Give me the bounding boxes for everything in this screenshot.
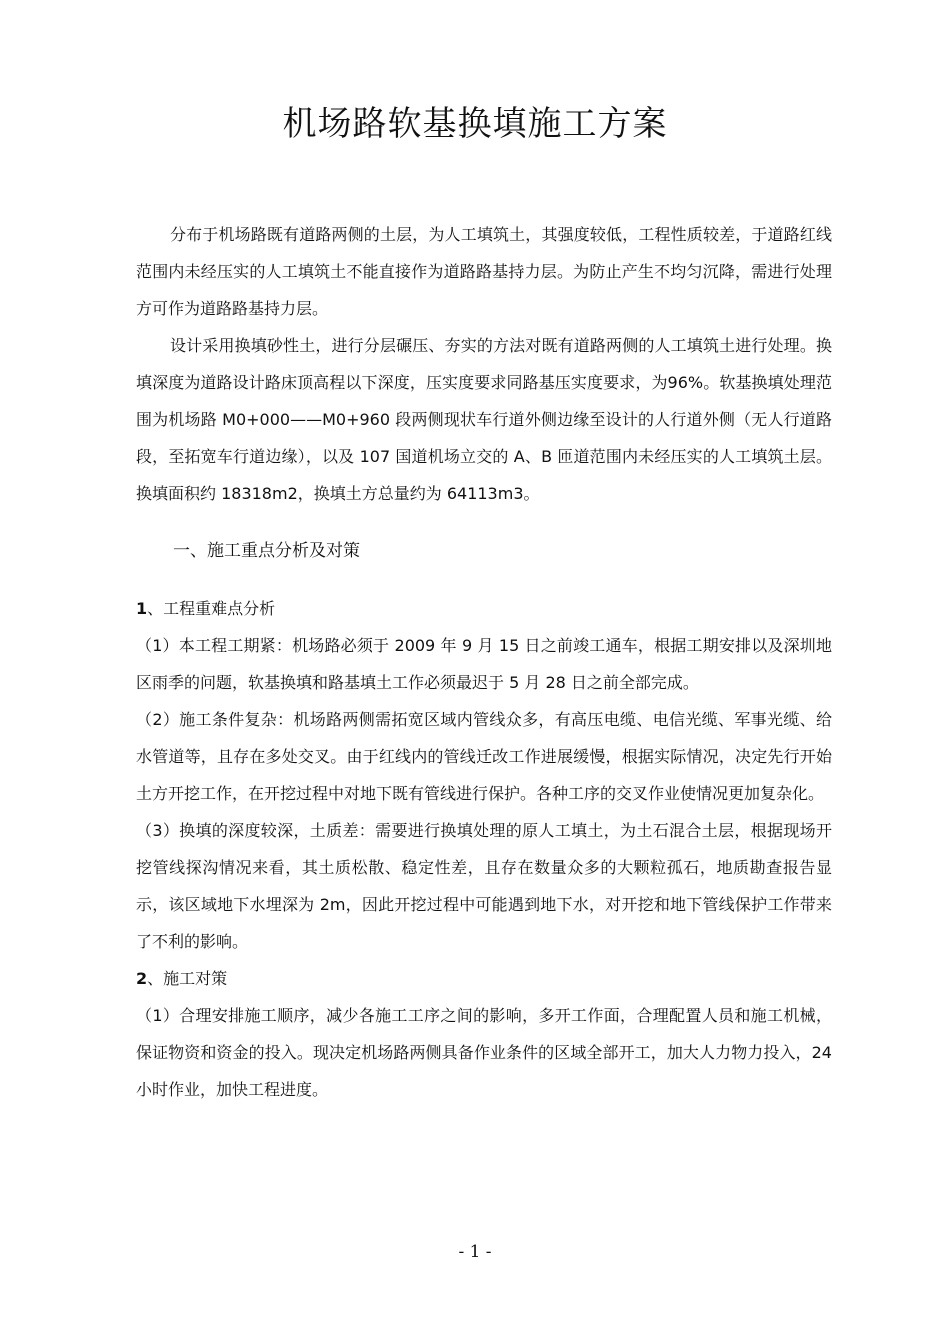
subsection-heading-2 xyxy=(136,960,832,997)
analysis-item-1: （1）本工程工期紧：机场路必须于 2009 年 9 月 15 日之前竣工通车，根据工期安排以及深圳地区雨季的问题，软基换填和路基填土工作必须最迟于 5 月 28 日之前全部完成。 xyxy=(136,636,832,692)
spacer xyxy=(136,512,832,532)
subsection-number: 2 xyxy=(136,969,148,988)
document-body xyxy=(136,216,832,1108)
subsection-heading-1 xyxy=(136,590,832,627)
analysis-item-2: （2）施工条件复杂：机场路两侧需拓宽区域内管线众多，有高压电缆、电信光缆、军事光缆、给水管道等，且存在多处交叉。由于红线内的管线迁改工作进展缓慢，根据实际情况，决定先行开始土方开挖工作，在开挖过程中对地下既有管线进行保护。各种工序的交叉作业使情况更加复杂化。 xyxy=(136,710,832,803)
section-heading: 一、施工重点分析及对策 xyxy=(173,541,360,561)
subsection-title: 、施工对策 xyxy=(147,969,228,988)
spacer xyxy=(136,570,832,590)
subsection-title: 、工程重难点分析 xyxy=(147,599,276,618)
countermeasure-item-1: （1）合理安排施工顺序，减少各施工工序之间的影响，多开工作面，合理配置人员和施工机械，保证物资和资金的投入。现决定机场路两侧具备作业条件的区域全部开工，加大人力物力投入，24 小时作业，加快工程进度。 xyxy=(136,1006,832,1099)
page-number: - 1 - xyxy=(458,1242,492,1262)
subsection-number: 1 xyxy=(136,599,148,618)
intro-paragraph-1: 分布于机场路既有道路两侧的土层，为人工填筑土，其强度较低，工程性质较差，于道路红线范围内未经压实的人工填筑土不能直接作为道路路基持力层。为防止产生不均匀沉降，需进行处理方可作为道路路基持力层。 xyxy=(136,225,832,318)
document-title: 机场路软基换填施工方案 xyxy=(282,104,668,144)
analysis-item-3: （3）换填的深度较深，土质差：需要进行换填处理的原人工填土，为土石混合土层，根据现场开挖管线探沟情况来看，其土质松散、稳定性差，且存在数量众多的大颗粒孤石，地质勘查报告显示，该区域地下水埋深为 2m，因此开挖过程中可能遇到地下水，对开挖和地下管线保护工作带来了不利的影响。 xyxy=(136,821,832,951)
intro-paragraph-2: 设计采用换填砂性土，进行分层碾压、夯实的方法对既有道路两侧的人工填筑土进行处理。换填深度为道路设计路床顶高程以下深度，压实度要求同路基压实度要求，为96%。软基换填处理范围为机场路 M0+000——M0+960 段两侧现状车行道外侧边缘至设计的人行道外侧（无人行道路段，至拓宽车行道边缘），以及 107 国道机场立交的 A、B 匝道范围内未经压实的人工填筑土层。换填面积约 18318m2，换填土方总量约为 64113m3。 xyxy=(136,336,832,503)
